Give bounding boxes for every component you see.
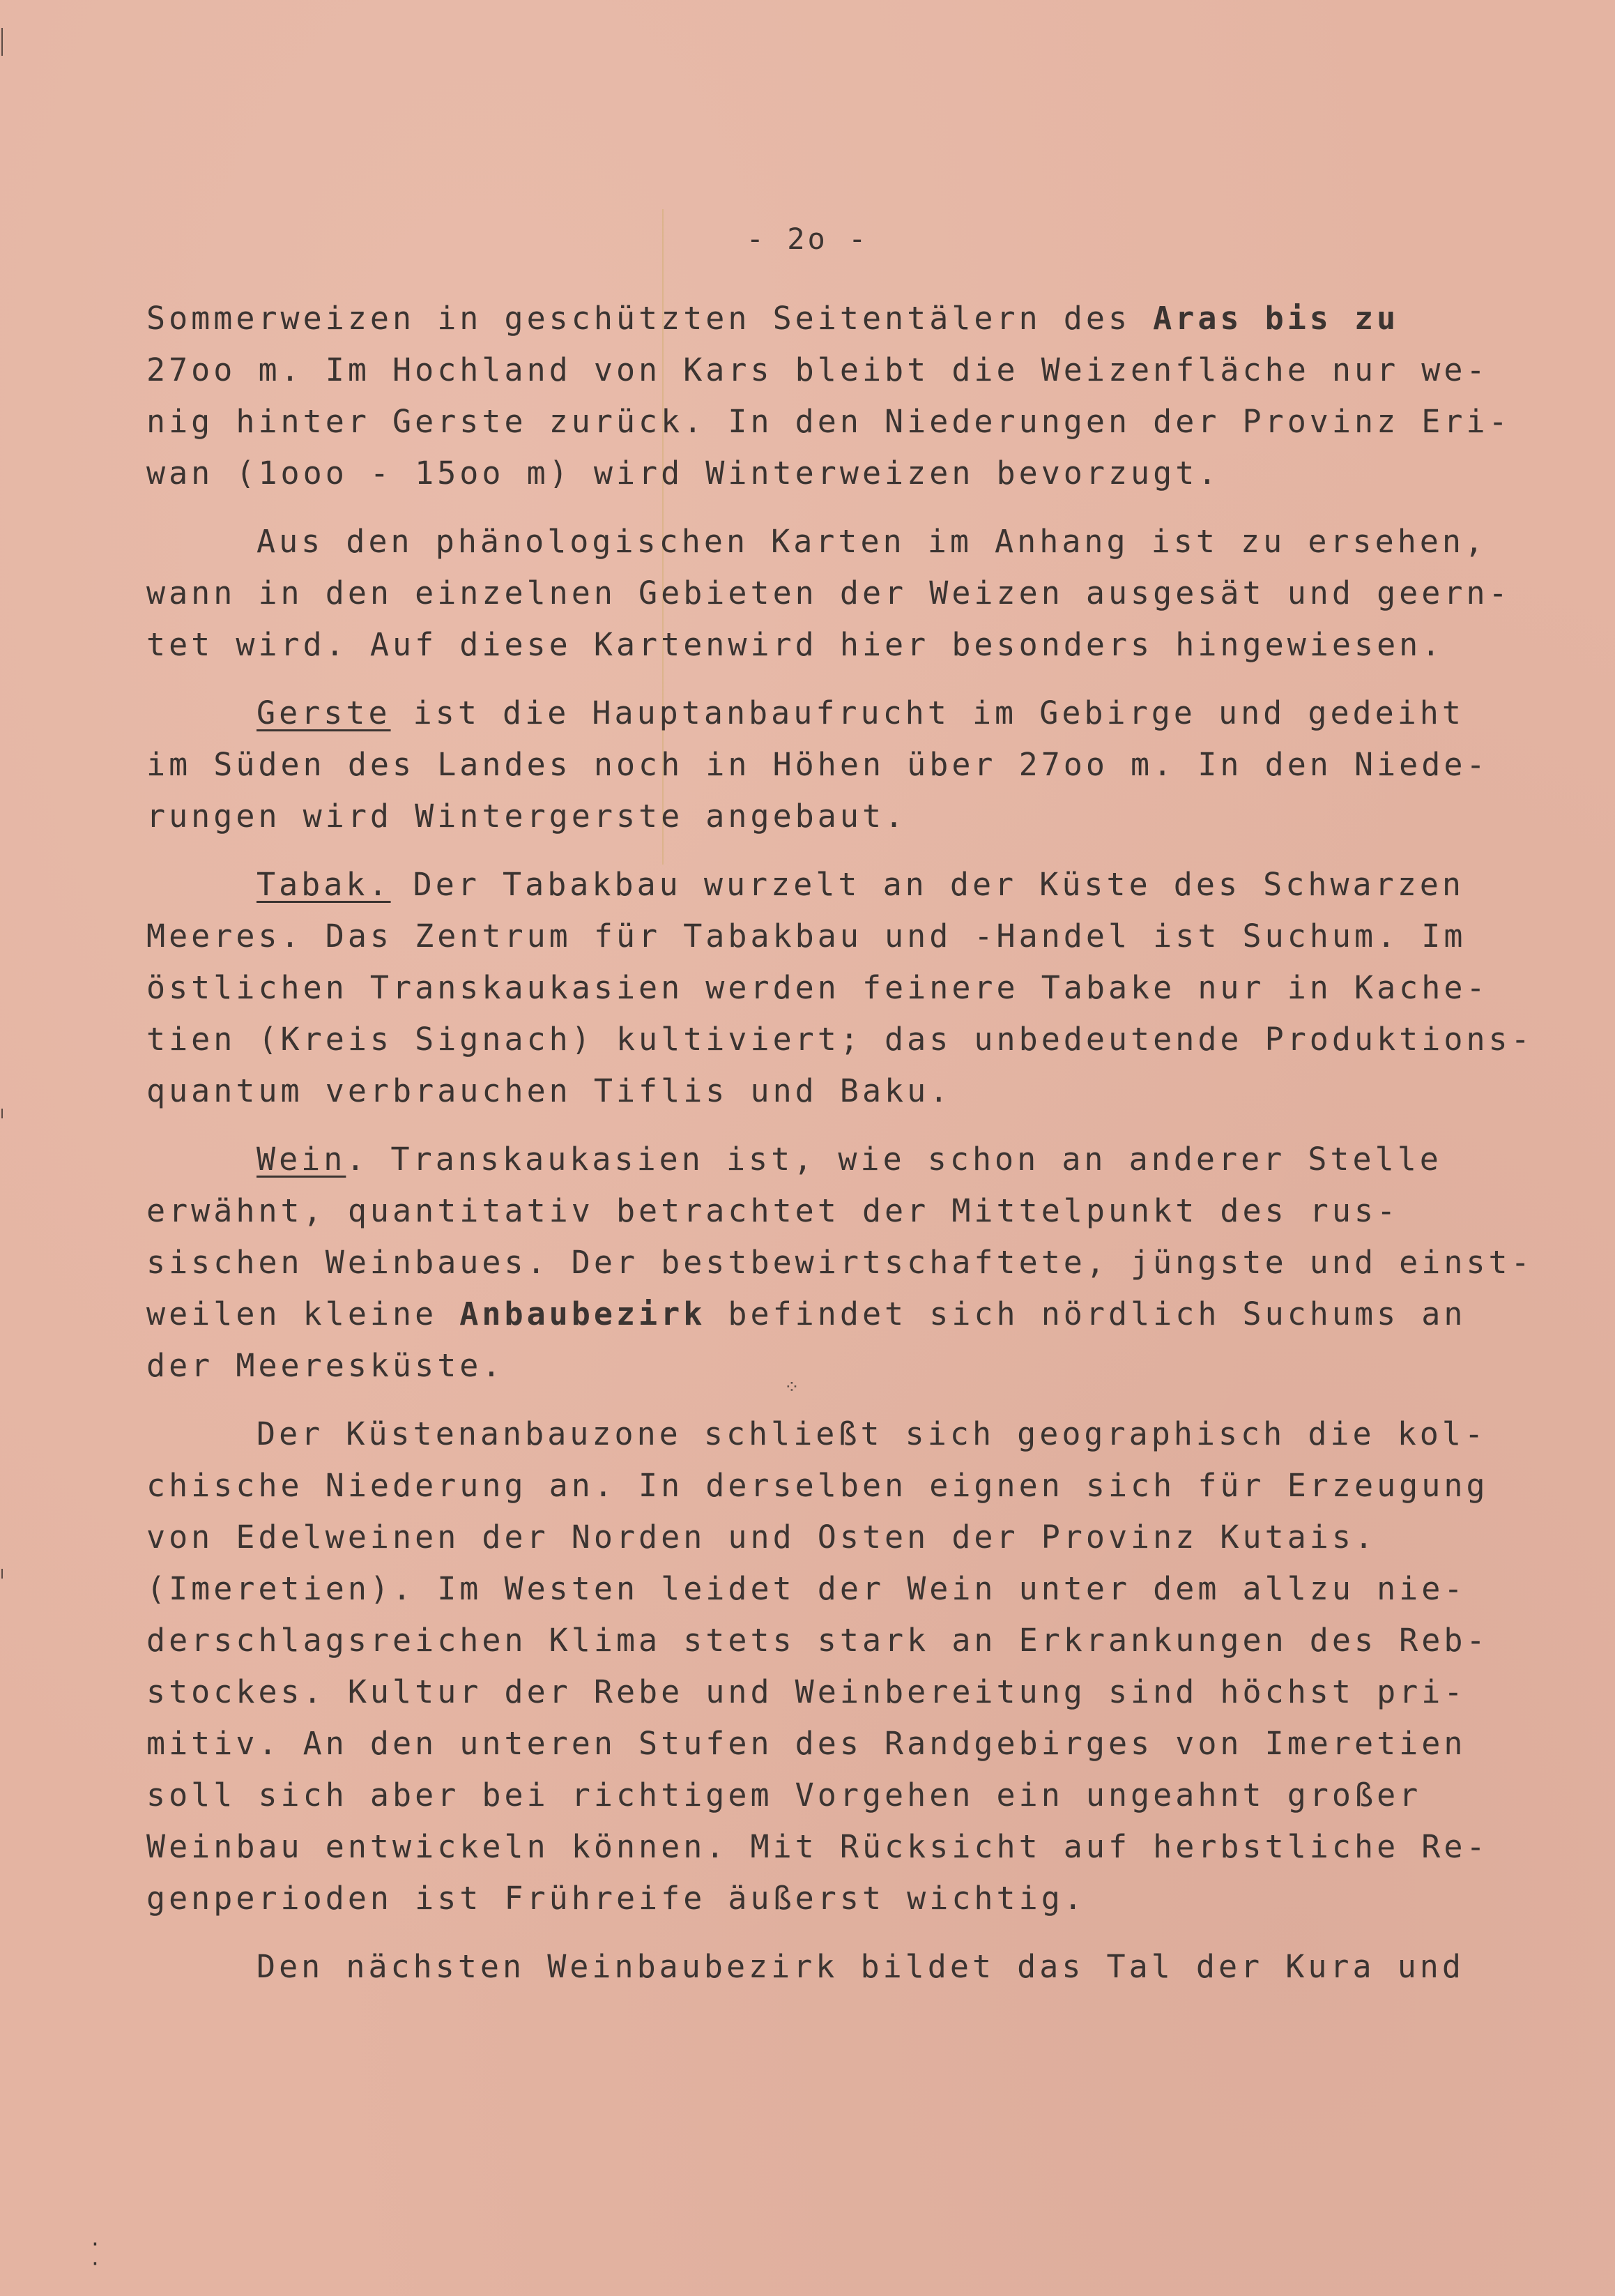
paragraph: [146, 687, 1489, 842]
text-run: befindet sich nördlich Suchums an: [705, 1295, 1467, 1332]
text-line: [146, 687, 1485, 739]
text-line: derschlagsreichen Klima stets stark an Erkrankungen des Reb-: [146, 1622, 1489, 1659]
text-line: wan (1ooo - 15oo m) wird Winterweizen bevorzugt.: [146, 455, 1220, 492]
text-line: [146, 859, 1485, 911]
paragraph: [146, 293, 1511, 499]
text-line: stockes. Kultur der Rebe und Weinbereitung sind höchst pri-: [146, 1673, 1467, 1710]
text-run: Sommerweizen in geschützten Seitentälern des: [146, 300, 1154, 337]
text-run: ist die Hauptanbaufrucht im Gebirge und gedeiht: [390, 694, 1464, 731]
paragraph: [146, 1408, 1489, 1924]
ink-speck: ⁘: [784, 1377, 799, 1398]
text-line: [146, 293, 1485, 344]
text-line: erwähnt, quantitativ betrachtet der Mittelpunkt des rus-: [146, 1192, 1400, 1229]
emphasized-phrase: Anbaubezirk: [459, 1295, 706, 1332]
page-number: - 2o -: [746, 222, 869, 256]
paragraph: [146, 1134, 1533, 1392]
paragraph: [146, 516, 1511, 671]
text-line: rungen wird Wintergerste angebaut.: [146, 798, 908, 835]
text-line: tet wird. Auf diese Kartenwird hier besonders hingewiesen.: [146, 626, 1444, 663]
text-line: nig hinter Gerste zurück. In den Niederungen der Provinz Eri-: [146, 403, 1511, 440]
text-run: weilen kleine: [146, 1295, 460, 1332]
text-line: von Edelweinen der Norden und Osten der Provinz Kutais.: [146, 1519, 1377, 1556]
text-line: Aus den phänologischen Karten im Anhang ist zu ersehen,: [257, 523, 1487, 560]
text-line: Der Küstenanbauzone schließt sich geographisch die kol-: [257, 1415, 1487, 1452]
text-run: . Transkaukasien ist, wie schon an anderer Stelle: [346, 1141, 1442, 1178]
text-line: der Meeresküste.: [146, 1347, 505, 1384]
text-line: 27oo m. Im Hochland von Kars bleibt die Weizenfläche nur we-: [146, 351, 1489, 388]
text-line: tien (Kreis Signach) kultiviert; das unbedeutende Produktions-: [146, 1021, 1533, 1058]
text-line: östlichen Transkaukasien werden feinere Tabake nur in Kache-: [146, 969, 1489, 1006]
left-edge-mark: [1, 28, 3, 56]
emphasized-phrase: Aras bis zu: [1153, 300, 1400, 337]
margin-dots: · ·: [89, 2233, 101, 2275]
left-edge-mark: [1, 1569, 3, 1579]
document-body: [146, 293, 1533, 2009]
text-line: genperioden ist Frühreife äußerst wichtig.: [146, 1880, 1086, 1917]
paragraph: [146, 1941, 1485, 1993]
text-run: Der Tabakbau wurzelt an der Küste des Schwarzen: [390, 866, 1464, 903]
text-line: chische Niederung an. In derselben eignen sich für Erzeugung: [146, 1467, 1489, 1504]
section-heading-gerste: Gerste: [257, 694, 391, 731]
text-line: Weinbau entwickeln können. Mit Rücksicht auf herbstliche Re-: [146, 1828, 1489, 1865]
text-line: im Süden des Landes noch in Höhen über 27oo m. In den Niede-: [146, 746, 1489, 783]
text-line: (Imeretien). Im Westen leidet der Wein unter dem allzu nie-: [146, 1570, 1467, 1607]
section-heading-wein: Wein: [257, 1141, 346, 1178]
text-line: quantum verbrauchen Tiflis und Baku.: [146, 1072, 952, 1109]
paragraph: [146, 859, 1533, 1117]
text-line: [146, 1134, 1485, 1185]
text-line: Den nächsten Weinbaubezirk bildet das Tal der Kura und: [257, 1948, 1464, 1985]
text-line: Meeres. Das Zentrum für Tabakbau und -Handel ist Suchum. Im: [146, 918, 1467, 955]
left-edge-mark: [1, 1109, 3, 1118]
text-line: sischen Weinbaues. Der bestbewirtschaftete, jüngste und einst-: [146, 1244, 1533, 1281]
text-line: [146, 1288, 1485, 1340]
text-line: soll sich aber bei richtigem Vorgehen ein ungeahnt großer: [146, 1777, 1422, 1814]
section-heading-tabak: Tabak.: [257, 866, 391, 903]
text-line: wann in den einzelnen Gebieten der Weizen ausgesät und geern-: [146, 575, 1511, 611]
text-line: mitiv. An den unteren Stufen des Randgebirges von Imeretien: [146, 1725, 1467, 1762]
